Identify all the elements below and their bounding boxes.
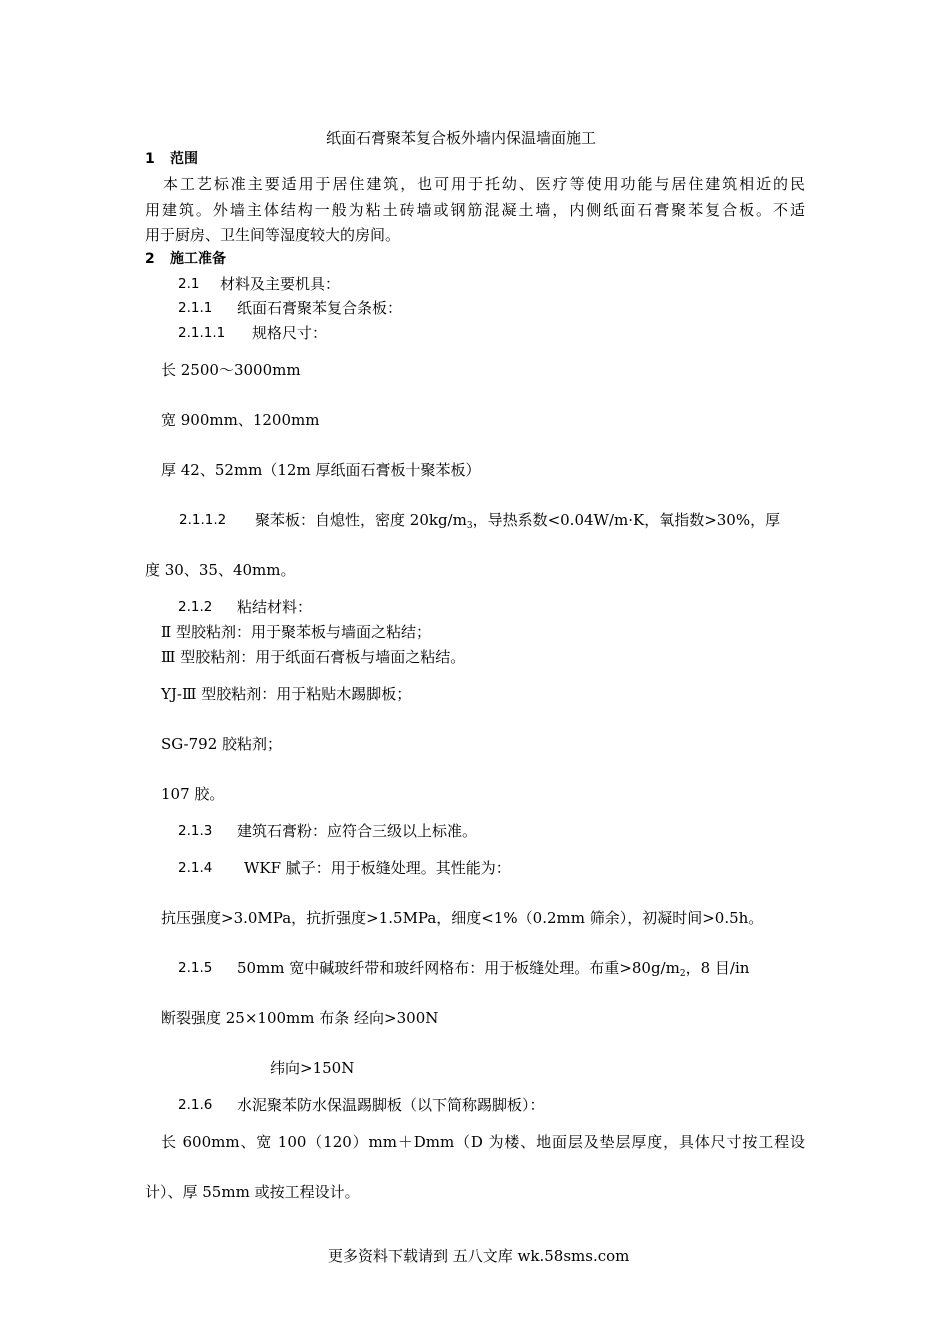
adhesive-type-2: Ⅱ 型胶粘剂：用于聚苯板与墙面之粘结；	[161, 623, 431, 641]
fiberglass-spec-b: ，8 目/in	[685, 959, 750, 977]
scope-line-2: 用建筑。外墙主体结构一般为粘土砖墙或钢筋混凝土墙，内侧纸面石膏聚苯复合板。不适	[145, 201, 805, 219]
polystyrene-spec-cont: 度 30、35、40mm。	[145, 561, 296, 579]
section-1-number: 1	[145, 151, 155, 167]
heading-2-1-4-number: 2.1.4	[178, 860, 213, 876]
heading-2-1-1-number: 2.1.1	[178, 300, 213, 316]
section-2-heading: 施工准备	[170, 251, 226, 267]
document-title: 纸面石膏聚苯复合板外墙内保温墙面施工	[326, 129, 597, 147]
adhesive-type-3: Ⅲ 型胶粘剂：用于纸面石膏板与墙面之粘结。	[161, 648, 466, 666]
adhesive-sg: SG-792 胶粘剂；	[161, 735, 283, 753]
heading-2-1-4-text: WKF 腻子：用于板缝处理。其性能为：	[244, 859, 511, 877]
spec-thickness: 厚 42、52mm（12m 厚纸面石膏板十聚苯板）	[161, 461, 481, 479]
heading-2-1-1-text: 纸面石膏聚苯复合条板：	[237, 299, 403, 317]
adhesive-yj: YJ-Ⅲ 型胶粘剂：用于粘贴木踢脚板；	[161, 685, 412, 703]
skirting-spec-line-2: 计）、厚 55mm 或按工程设计。	[145, 1183, 360, 1201]
heading-2-1-number: 2.1	[178, 276, 200, 292]
spec-width: 宽 900mm、1200mm	[161, 411, 320, 429]
spec-length: 长 2500～3000mm	[161, 361, 301, 379]
breaking-strength-warp: 断裂强度 25×100mm 布条 经向>300N	[161, 1009, 439, 1027]
adhesive-107: 107 胶。	[161, 785, 225, 803]
polystyrene-spec	[255, 511, 780, 535]
fiberglass-spec	[237, 959, 749, 983]
scope-line-1: 本工艺标准主要适用于居住建筑，也可用于托幼、医疗等使用功能与居住建筑相近的民	[163, 175, 805, 193]
wkf-properties: 抗压强度>3.0MPa，抗折强度>1.5MPa，细度<1%（0.2mm 筛余），初凝时间>0.5h。	[161, 909, 764, 927]
scope-line-3: 用于厨房、卫生间等湿度较大的房间。	[145, 226, 401, 244]
heading-2-1-6-number: 2.1.6	[178, 1097, 213, 1113]
heading-2-1-3-number: 2.1.3	[178, 823, 213, 839]
heading-2-1-3-text: 建筑石膏粉：应符合三级以上标准。	[237, 822, 478, 840]
heading-2-1-6-text: 水泥聚苯防水保温踢脚板（以下简称踢脚板）：	[237, 1096, 545, 1114]
breaking-strength-weft: 纬向>150N	[270, 1059, 355, 1077]
fiberglass-spec-sub: 2	[679, 969, 686, 979]
heading-2-1-5-number: 2.1.5	[178, 960, 213, 976]
heading-2-1-2-number: 2.1.2	[178, 599, 213, 615]
heading-2-1-text: 材料及主要机具：	[220, 275, 341, 293]
section-2-number: 2	[145, 251, 155, 267]
skirting-spec-line-1: 长 600mm、宽 100（120）mm＋Dmm（D 为楼、地面层及垫层厚度，具体尺寸按工程设	[161, 1133, 805, 1151]
heading-2-1-1-1-number: 2.1.1.1	[178, 325, 226, 341]
fiberglass-spec-a: 50mm 宽中碱玻纤带和玻纤网格布：用于板缝处理。布重>80g/m	[237, 959, 680, 977]
polystyrene-spec-sub: 3	[466, 521, 473, 531]
polystyrene-spec-b: ，导热系数<0.04W/m·K，氧指数>30%，厚	[472, 511, 781, 529]
heading-2-1-1-1-text: 规格尺寸：	[252, 324, 328, 342]
section-1-heading: 范围	[170, 151, 198, 167]
footer-download-link[interactable]: 更多资料下载请到 五八文库 wk.58sms.com	[328, 1247, 630, 1265]
heading-2-1-1-2-number: 2.1.1.2	[179, 512, 227, 528]
heading-2-1-2-text: 粘结材料：	[237, 598, 313, 616]
polystyrene-spec-a: 聚苯板：自熄性，密度 20kg/m	[255, 511, 467, 529]
